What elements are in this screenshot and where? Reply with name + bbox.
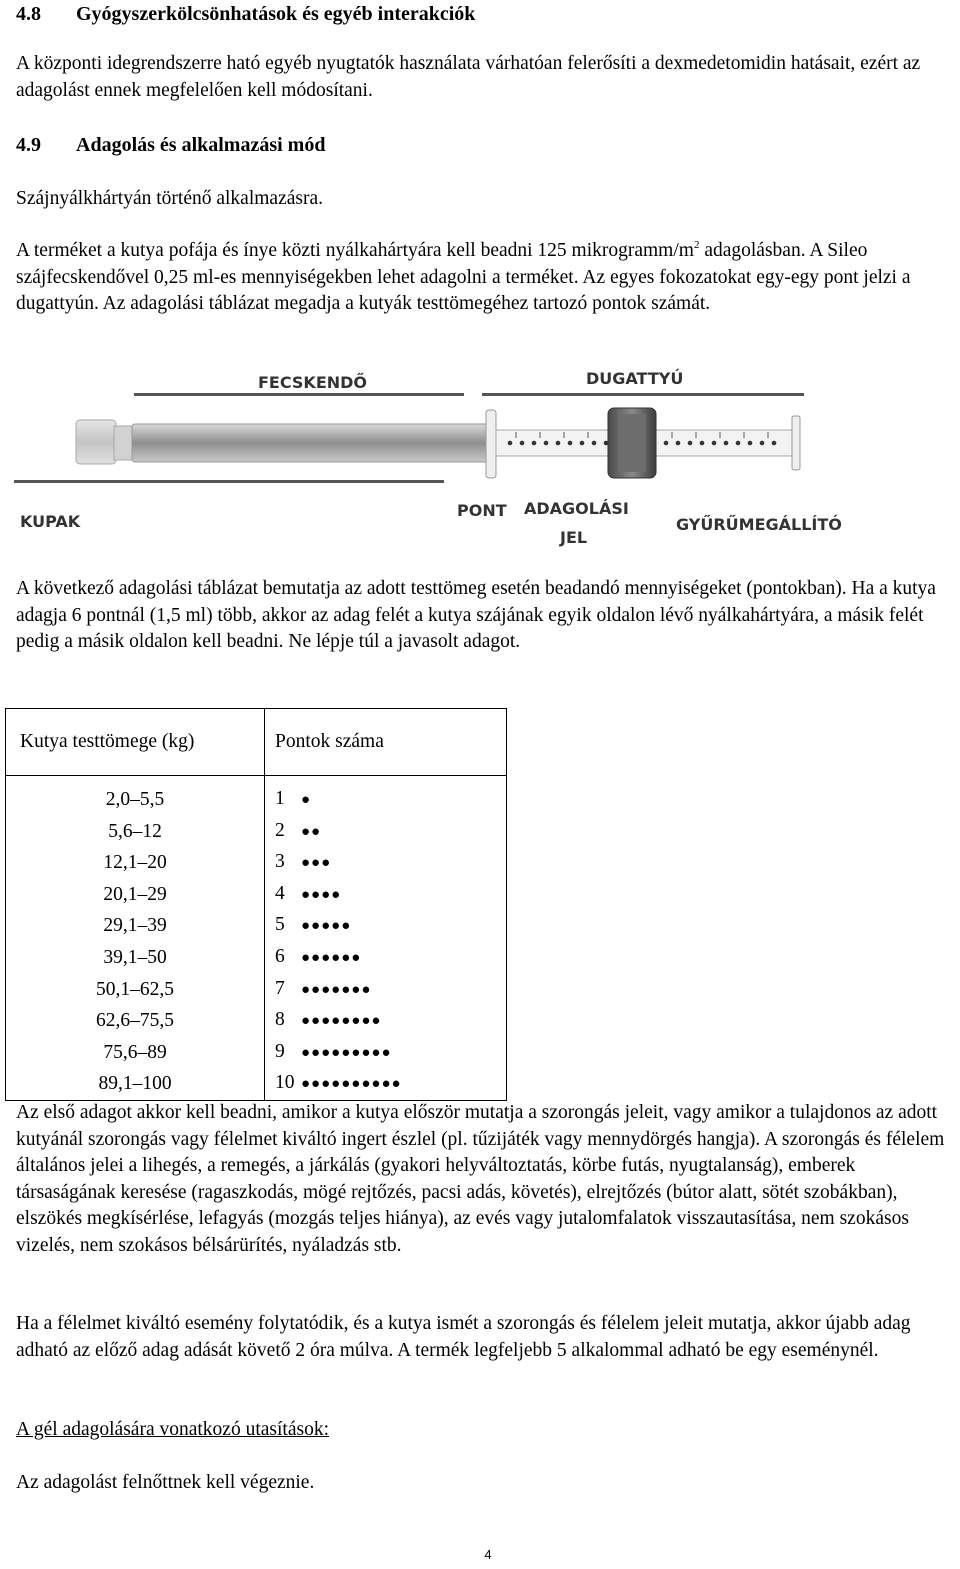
row-dots: ●●●●●●●●●● — [301, 1076, 402, 1093]
section-number: 4.9 — [16, 134, 41, 156]
dose-table — [5, 708, 507, 1101]
section-4-9-heading — [16, 132, 325, 159]
table-row — [6, 1068, 507, 1100]
row-points: 6 — [275, 945, 285, 967]
syringe-barrel — [132, 424, 492, 462]
section-4-8-heading — [16, 1, 475, 28]
row-weight: 2,0–5,5 — [6, 776, 265, 816]
ring-stop-inner — [618, 414, 646, 472]
table-row — [6, 974, 507, 1006]
row-points: 2 — [275, 819, 285, 841]
table-row — [6, 847, 507, 879]
plunger-end — [792, 416, 800, 470]
table-row — [6, 879, 507, 911]
gel-instructions-heading: A gél adagolására vonatkozó utasítások: — [16, 1419, 329, 1440]
row-dots: ●●●●● — [301, 918, 352, 935]
row-weight: 75,6–89 — [6, 1037, 265, 1069]
dosage-text-b: adagolásban. A Sileo szájfecskendővel 0,25 ml-es mennyiségekben lehet adagolni a terméket. Az egyes fokozatokat egy-egy pont jelzi a dugattyún. Az adagolási táblázat megadja a kutyák testtömegéhez tartozó pontok számát. — [16, 240, 911, 314]
row-weight: 5,6–12 — [6, 816, 265, 848]
table-row — [6, 942, 507, 974]
header-weight: Kutya testtömege (kg) — [6, 709, 265, 776]
page-number: 4 — [484, 1547, 492, 1562]
table-row — [6, 776, 507, 816]
row-points: 8 — [275, 1009, 285, 1031]
row-points: 9 — [275, 1040, 285, 1062]
syringe-label-line — [134, 393, 464, 396]
table-row — [6, 1005, 507, 1037]
section-title: Adagolás és alkalmazási mód — [76, 134, 326, 156]
label-syringe: FECSKENDŐ — [258, 373, 368, 392]
label-dose-mark-2: JEL — [560, 528, 588, 547]
row-dots: ●●●● — [301, 886, 342, 903]
first-dose-paragraph: Az első adagot akkor kell beadni, amikor a kutya először mutatja a szorongás jeleit, vagy amikor a tulajdonos az adott kutyánál szorongás vagy félelmet kiváltó ingert észlel (pl. tűzijáték vagy mennydörgés hangja). A szorongás és félelem általános jelei a lihegés, a remegés, a járkálás (gyakori helyváltoztatás, körbe futás, nyugtalanság), emberek társaságának keresése (ragaszkodás, mögé rejtőzés, pacsi adás, követés), elrejtőzés (bútor alatt, sötét szobákban), elszökés megkísérlése, lefagyás (mozgás teljes hiánya), az evés vagy jutalomfalatok visszautasítása, nem szokásos vizelés, nem szokásos bélsárürítés, nyáladzás stb. — [16, 1102, 945, 1256]
repeat-dose-paragraph: Ha a félelmet kiváltó esemény folytatódik, és a kutya ismét a szorongás és félelem jeleit mutatja, akkor újabb adag adható az előző adag adását követő 2 óra múlva. A termék legfeljebb 5 alkalommal adható be egy eseménynél. — [16, 1313, 911, 1361]
row-weight: 62,6–75,5 — [6, 1005, 265, 1037]
row-weight: 20,1–29 — [6, 879, 265, 911]
row-dots: ●● — [301, 823, 322, 840]
syringe-tip — [114, 426, 134, 460]
label-plunger: DUGATTYÚ — [586, 369, 684, 388]
row-dots: ●●●●●●● — [301, 981, 372, 998]
dosage-text-a: A terméket a kutya pofája és ínye közti nyálkahártyára kell beadni 125 mikrogramm/m — [16, 240, 694, 261]
row-weight: 39,1–50 — [6, 942, 265, 974]
table-row — [6, 816, 507, 848]
row-dots: ●●● — [301, 855, 332, 872]
dosage-superscript: 2 — [693, 239, 700, 251]
label-dot: PONT — [457, 501, 507, 520]
route-paragraph: Szájnyálkhártyán történő alkalmazásra. — [16, 188, 323, 209]
cap-label-line — [14, 480, 444, 483]
label-cap: KUPAK — [20, 512, 81, 531]
row-weight: 50,1–62,5 — [6, 974, 265, 1006]
row-dots: ●●●●●●●● — [301, 1013, 382, 1030]
row-points: 1 — [275, 788, 285, 809]
syringe-diagram — [14, 350, 864, 560]
row-weight: 89,1–100 — [6, 1068, 265, 1100]
row-dots: ● — [301, 792, 312, 808]
row-points: 5 — [275, 914, 285, 936]
row-dots: ●●●●●●●●● — [301, 1044, 392, 1061]
row-points: 10 — [275, 1072, 295, 1094]
section-number: 4.8 — [16, 3, 41, 25]
label-ring-stop: GYŰRŰMEGÁLLÍTÓ — [676, 515, 842, 534]
adult-note: Az adagolást felnőttnek kell végeznie. — [16, 1472, 315, 1493]
dosage-paragraph — [16, 238, 956, 318]
table-row — [6, 1037, 507, 1069]
row-weight: 12,1–20 — [6, 847, 265, 879]
row-weight: 29,1–39 — [6, 910, 265, 942]
plunger-label-line — [482, 393, 804, 396]
header-points: Pontok száma — [265, 709, 507, 776]
interactions-paragraph: A központi idegrendszerre ható egyéb nyugtatók használata várhatóan felerősíti a dexmedetomidin hatásait, ezért az adagolást ennek megfelelően kell módosítani. — [16, 53, 921, 101]
dose-table-header — [6, 709, 507, 776]
row-points: 4 — [275, 882, 285, 904]
label-dose-mark-1: ADAGOLÁSI — [524, 499, 629, 518]
syringe-cap — [76, 420, 116, 464]
table-row — [6, 910, 507, 942]
row-points: 3 — [275, 851, 285, 873]
table-intro-paragraph: A következő adagolási táblázat bemutatja az adott testtömeg esetén beadandó mennyiségeket (pontokban). Ha a kutya adagja 6 pontnál (1,5 ml) több, akkor az adag felét a kutya szájának egyik oldalon lévő nyálkahártyára, a másik felét pedig a másik oldalon kell beadni. Ne lépje túl a javasolt adagot. — [16, 578, 936, 652]
row-dots: ●●●●●● — [301, 949, 362, 966]
syringe-flange — [486, 410, 496, 478]
table-header-divider — [5, 775, 505, 776]
section-title: Gyógyszerkölcsönhatások és egyéb interakciók — [76, 3, 476, 25]
row-points: 7 — [275, 977, 285, 999]
